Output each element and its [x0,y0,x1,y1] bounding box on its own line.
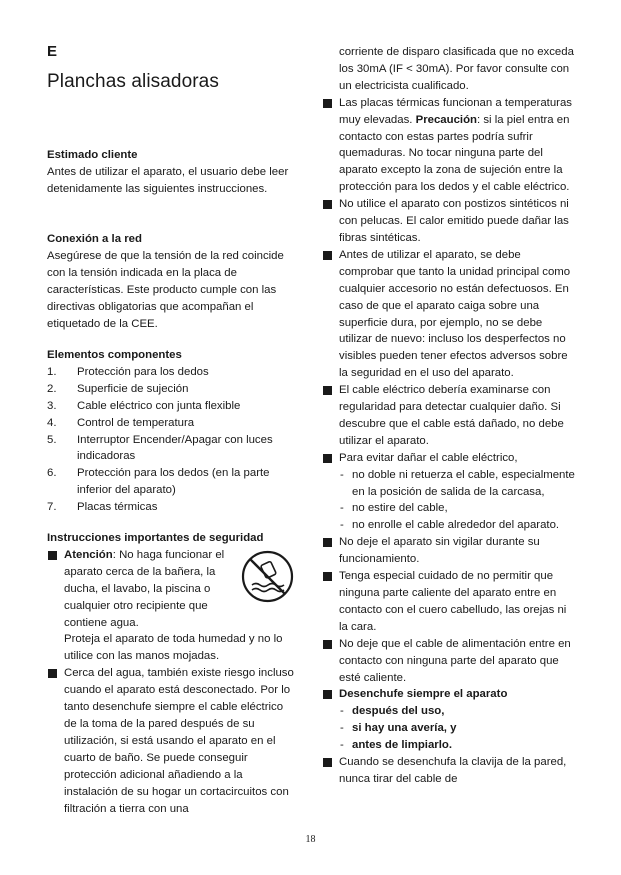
unplug-note-text: Cuando se desenchufa la clavija de la pared, nunca tirar del cable de [339,756,567,785]
bullet-square-icon [323,572,332,581]
water-item [47,665,297,817]
unplug-item [322,686,576,754]
connection-text: Asegúrese de que la tensión de la red coincide con la tensión indicada en la placa de características. Este producto cumple con las directivas obligatorias que acompañan el etiquetado de la CEE. [47,249,284,330]
cable-check-text: El cable eléctrico debería examinarse con regularidad para detectar cualquier daño. Si descubre que el cable está dañado, no debe utilizar el aparato. [339,384,564,447]
list-item: 1. Protección para los dedos [47,365,209,378]
list-item: - no estire del cable, [340,502,448,515]
avoid-item [322,450,576,535]
connection-section [47,231,297,332]
attention-item [47,547,297,665]
safety-section [47,530,297,817]
list-item: 3. Cable eléctrico con junta flexible [47,399,241,412]
bullet-square-icon [323,99,332,108]
water-text: Cerca del agua, también existe riesgo incluso cuando el aparato está desconectado. Por lo tanto desenchufe siempre el cable eléctrico de la toma de la pared después de su utilización, si está usando el aparato en el cuarto de baño. Se puede conseguir protección adicional añadiendo a la instalación de su hogar un cortacircuitos con filtración a tierra con una [64,667,294,815]
page-number: 18 [305,834,316,845]
no-water-warning-icon [240,549,295,604]
bullet-square-icon [323,386,332,395]
check-item [322,247,576,382]
lang-code: E [47,43,58,60]
list-item: - después del uso, [340,705,445,718]
cable-contact-text: No deje que el cable de alimentación entre en contacto con ninguna parte del aparato que esté caliente. [339,637,571,684]
wigs-text: No utilice el aparato con postizos sintéticos ni con pelucas. El calor emitido puede dañar las fibras sintéticas. [339,198,569,244]
bullet-square-icon [48,669,57,678]
list-item: - antes de limpiarlo. [340,739,453,752]
list-item: 5. Interruptor Encender/Apagar con luces indicadoras [47,433,273,463]
components-list [47,364,297,516]
wigs-item [322,196,576,247]
continuation-text: corriente de disparo clasificada que no exceda los 30mA (IF < 30mA). Por favor consulte con un electricista cualificado. [339,46,574,92]
components-heading: Elementos componentes [47,349,182,361]
cable-contact-item [322,636,576,687]
bullet-square-icon [323,538,332,547]
list-item: 6. Protección para los dedos (en la parte inferior del aparato) [47,467,270,497]
unplug-heading: Desenchufe siempre el aparato [339,688,508,701]
check-text: Antes de utilizar el aparato, se debe comprobar que tanto la unidad principal como cualquier accesorio no están defectuosos. En caso de que el aparato caiga sobre una superficie dura, por ejemplo, no se debe utilizar de nuevo: incluso los desperfectos no visibles pueden tener efectos adversos sobre la seguridad en el uso del aparato. [339,248,571,380]
bullet-square-icon [323,690,332,699]
components-section [47,347,297,516]
list-item: 4. Control de temperatura [47,416,195,429]
bullet-square-icon [323,200,332,209]
avoid-text: Para evitar dañar el cable eléctrico, [339,451,518,464]
connection-heading: Conexión a la red [47,233,142,245]
unattended-item [322,534,576,568]
bullet-square-icon [323,251,332,260]
list-item: - si hay una avería, y [340,722,457,735]
list-item: - no enrolle el cable alrededor del aparato. [340,519,560,532]
intro-text: Antes de utilizar el aparato, el usuario debe leer detenidamente las siguientes instrucciones. [47,165,289,195]
page-title: Planchas alisadoras [47,71,219,92]
attention-text-2: Proteja el aparato de toda humedad y no lo utilice con las manos mojadas. [64,633,283,663]
list-item: 7. Placas térmicas [47,501,158,514]
bullet-square-icon [323,454,332,463]
intro-heading: Estimado cliente [47,149,138,161]
intro-section [47,147,297,198]
safety-heading: Instrucciones importantes de seguridad [47,532,264,544]
cable-check-item [322,382,576,450]
plates-text: Las placas térmicas funcionan a temperaturas muy elevadas. Precaución: si la piel entra en contacto con estas partes podría sufrir quemaduras. No tocar ninguna parte del aparato excepto la zona de sujeción entre la protección para los dedos y el cable eléctrico. [339,96,572,194]
bullet-square-icon [323,640,332,649]
hot-parts-text: Tenga especial cuidado de no permitir que ninguna parte caliente del aparato entre en contacto con el cuero cabelludo, las orejas ni la cara. [339,570,567,633]
plates-item [322,95,576,196]
unattended-text: No deje el aparato sin vigilar durante su funcionamiento. [339,536,540,566]
list-item: 2. Superficie de sujeción [47,382,189,395]
unplug-note-item [322,754,576,788]
bullet-square-icon [323,758,332,767]
list-item: - no doble ni retuerza el cable, especialmente en la posición de salida de la carcasa, [340,468,575,498]
hot-parts-item [322,568,576,636]
attention-text: Atención: No haga funcionar el aparato cerca de la bañera, la ducha, el lavabo, la piscina o cualquier otro recipiente que contiene agua. [64,548,225,629]
bullet-square-icon [48,551,57,560]
right-column [322,44,576,788]
